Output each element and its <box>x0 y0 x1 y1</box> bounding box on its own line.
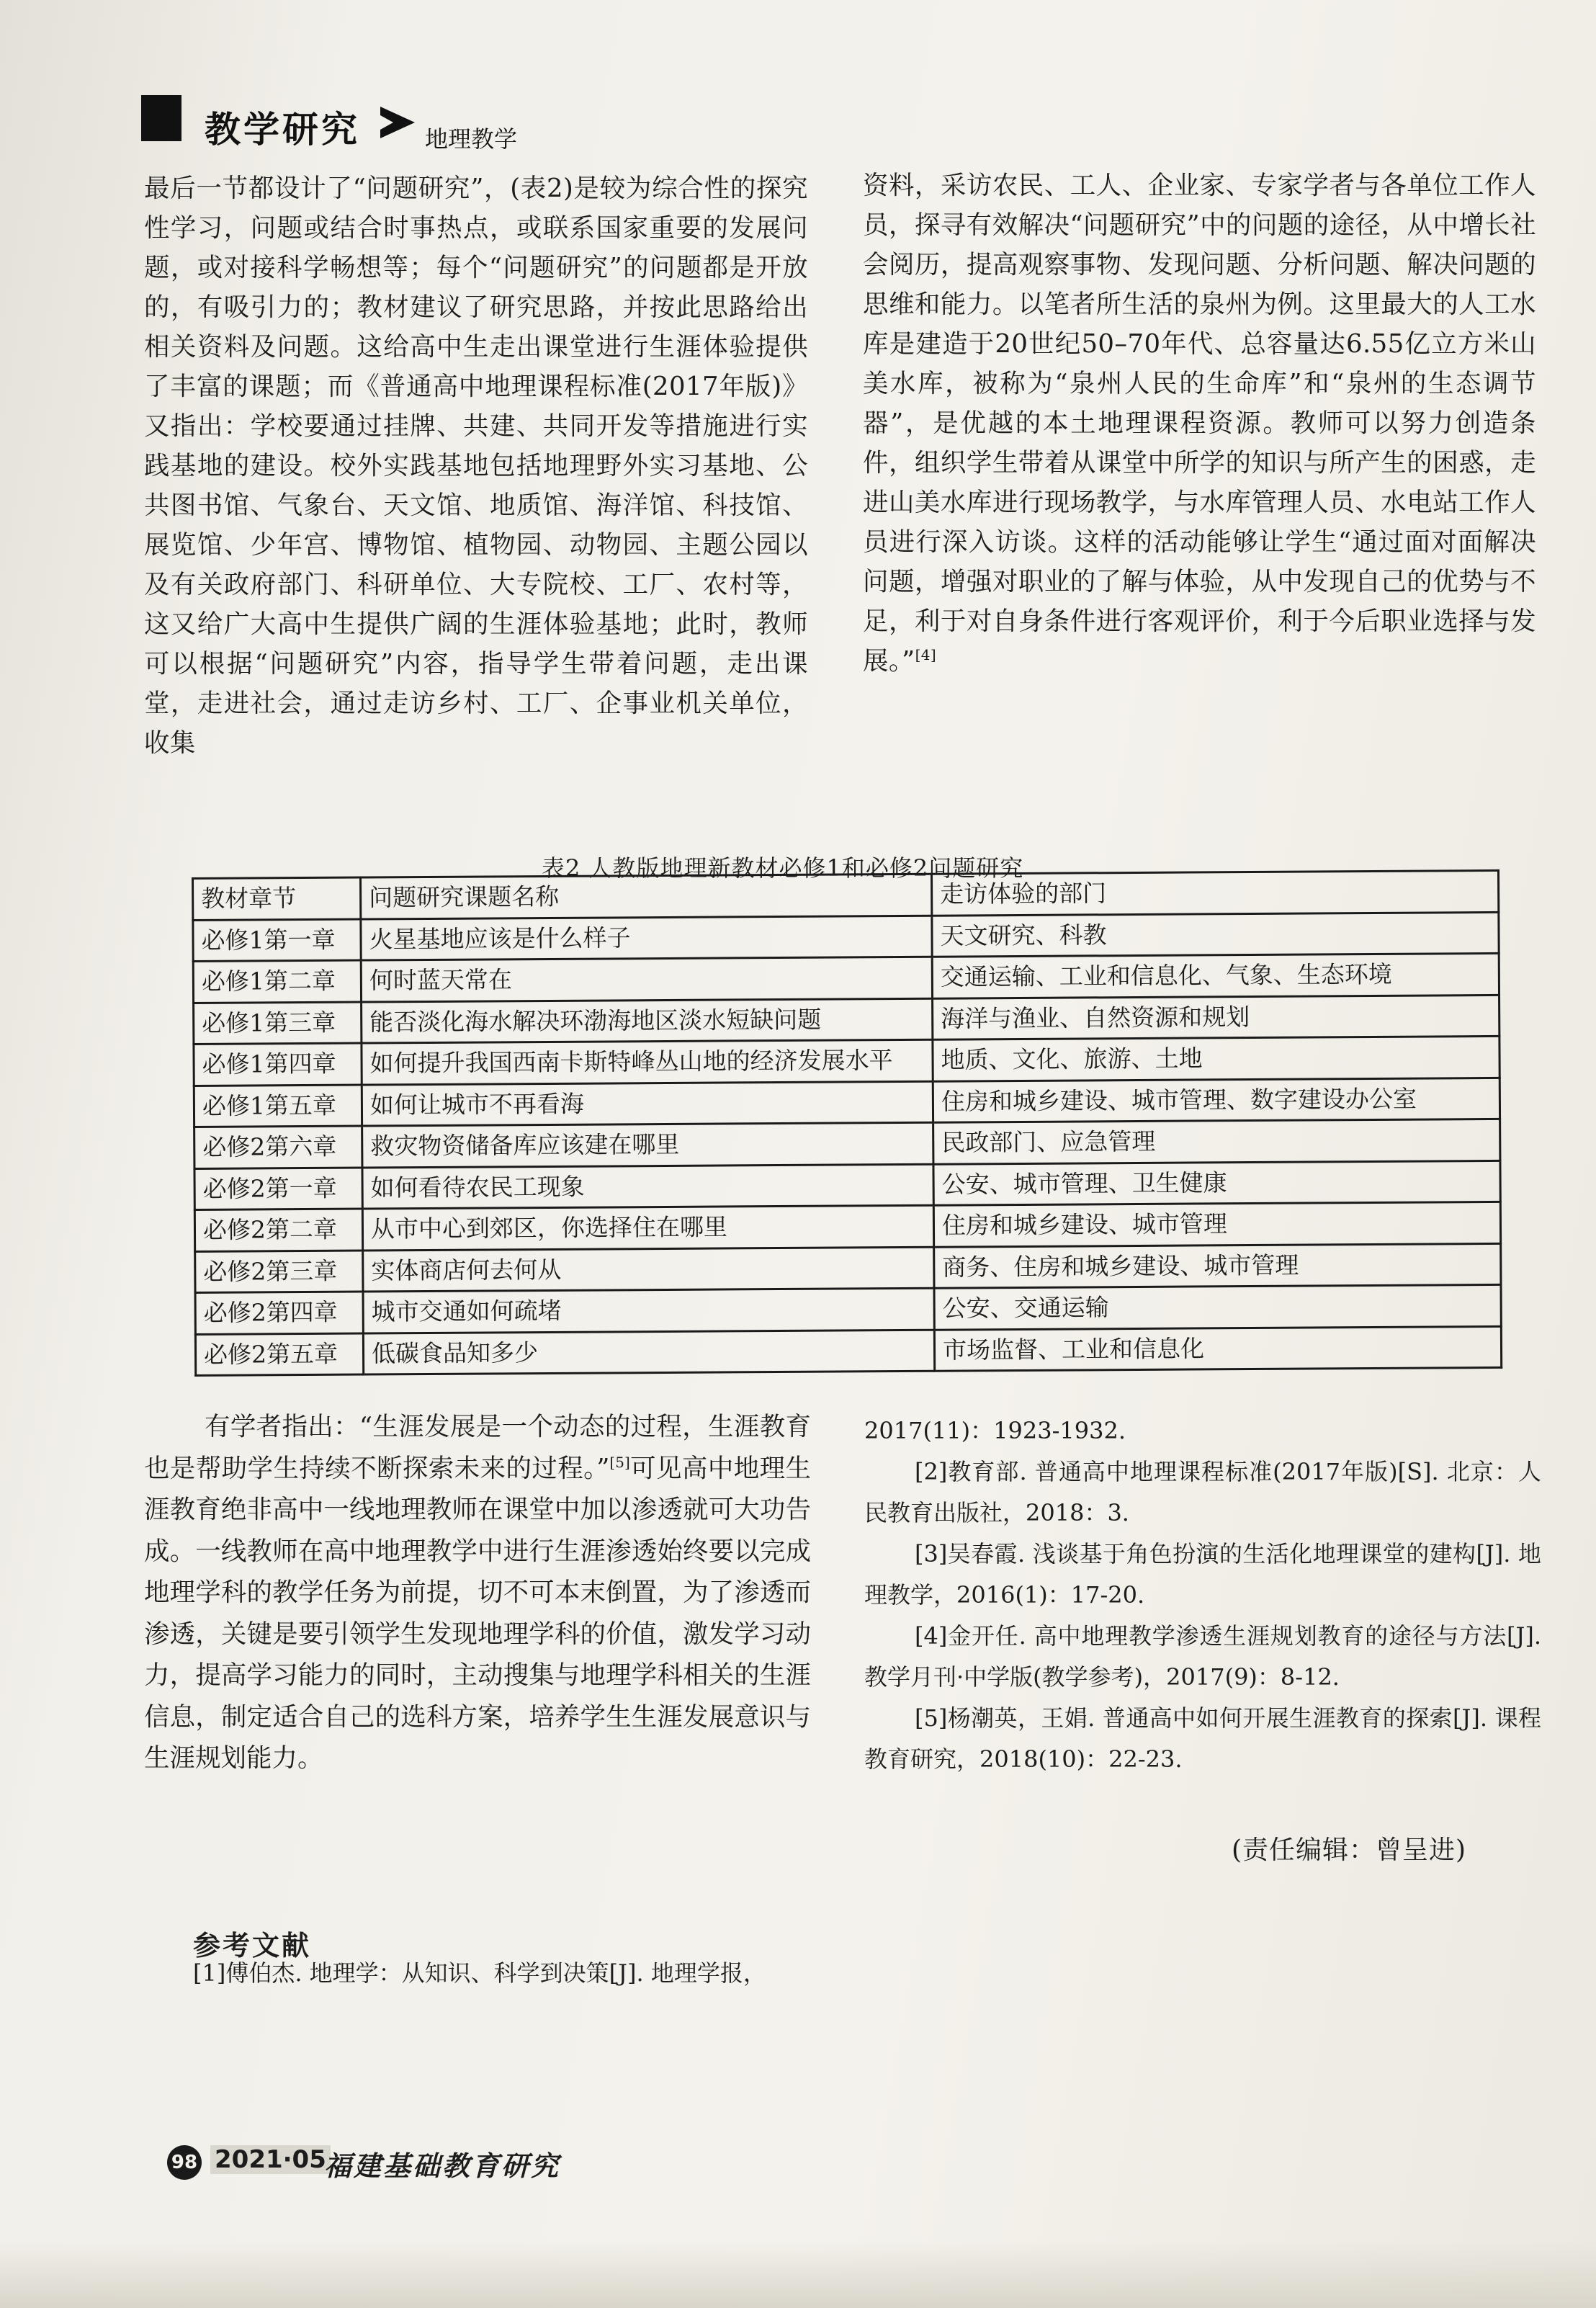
table-cell: 海洋与渔业、自然资源和规划 <box>933 995 1499 1039</box>
references-right <box>864 1410 1541 1780</box>
table-cell: 住房和城乡建设、城市管理 <box>933 1202 1500 1246</box>
citation-4: [4] <box>915 646 937 664</box>
table-header-cell: 教材章节 <box>193 877 361 920</box>
table-header-cell: 走访体验的部门 <box>931 870 1498 915</box>
reference-3: [3]吴春霞. 浅谈基于角色扮演的生活化地理课堂的建构[J]. 地理教学，2016(1)：17-20. <box>864 1540 1541 1609</box>
citation-5: [5] <box>609 1453 630 1471</box>
reference-5: [5]杨潮英，王娟. 普通高中如何开展生涯教育的探索[J]. 课程教育研究，2018(10)：22-23. <box>864 1704 1541 1773</box>
reference-4: [4]金开任. 高中地理教学渗透生涯规划教育的途径与方法[J]. 教学月刊·中学版(教学参考)，2017(9)：8-12. <box>864 1622 1541 1691</box>
table-cell: 如何提升我国西南卡斯特峰丛山地的经济发展水平 <box>362 1039 933 1084</box>
table-cell: 市场监督、工业和信息化 <box>934 1326 1501 1371</box>
table-row <box>195 1326 1501 1376</box>
table-header-cell: 问题研究课题名称 <box>361 874 932 918</box>
lower-left-column <box>144 1406 811 1779</box>
table-cell: 交通运输、工业和信息化、气象、生态环境 <box>932 953 1499 998</box>
table-cell: 公安、城市管理、卫生健康 <box>933 1160 1500 1205</box>
conclusion-text-2: 可见高中地理生涯教育绝非高中一线地理教师在课堂中加以渗透就可大功告成。一线教师在高中地理教学中进行生涯渗透始终要以完成地理学科的教学任务为前提，切不可本末倒置，为了渗透而渗透，关键是要引领学生发现地理学科的价值，激发学习动力，提高学习能力的同时，主动搜集与地理学科相关的生涯信息，制定适合自己的选科方案，培养学生生涯发展意识与生涯规划能力。 <box>144 1453 811 1773</box>
table-cell: 必修2第三章 <box>195 1251 363 1293</box>
table-cell: 必修1第五章 <box>194 1085 362 1127</box>
table-cell: 民政部门、应急管理 <box>933 1119 1500 1163</box>
table-cell: 救灾物资储备库应该建在哪里 <box>362 1122 933 1167</box>
table-cell: 必修1第三章 <box>194 1002 362 1045</box>
left-paragraph: 最后一节都设计了“问题研究”，(表2)是较为综合性的探究性学习，问题或结合时事热点，或联系国家重要的发展问题，或对接科学畅想等；每个“问题研究”的问题都是开放的，有吸引力的；教材建议了研究思路，并按此思路给出相关资料及问题。这给高中生走出课堂进行生涯体验提供了丰富的课题；而《普通高中地理课程标准(2017年版)》又指出：学校要通过挂牌、共建、共同开发等措施进行实践基地的建设。校外实践基地包括地理野外实习基地、公共图书馆、气象台、天文馆、地质馆、海洋馆、科技馆、展览馆、少年宫、博物馆、植物园、动物园、主题公园以及有关政府部门、科研单位、大专院校、工厂、农村等，这又给广大高中生提供广阔的生涯体验基地；此时，教师可以根据“问题研究”内容，指导学生带着问题，走出课堂，走进社会，通过走访乡村、工厂、企事业机关单位，收集 <box>144 174 808 758</box>
table-cell: 城市交通如何疏堵 <box>363 1288 934 1333</box>
table-caption: 表2 人教版地理新教材必修1和必修2问题研究 <box>542 854 1024 882</box>
header-black-block <box>141 95 181 141</box>
reference-1: [1]傅伯杰. 地理学：从知识、科学到决策[J]. 地理学报， <box>193 1959 766 1987</box>
table-cell: 必修2第六章 <box>194 1126 362 1168</box>
table-cell: 必修1第一章 <box>193 919 361 962</box>
conclusion-paragraph <box>144 1406 811 1779</box>
table-cell: 必修2第一章 <box>194 1168 362 1210</box>
table-cell: 从市中心到郊区，你选择住在哪里 <box>362 1205 933 1250</box>
table-cell: 低碳食品知多少 <box>363 1330 934 1374</box>
table-cell: 天文研究、科教 <box>932 912 1499 957</box>
left-column <box>144 169 808 763</box>
page-number: 98 <box>167 2145 202 2180</box>
problem-research-table <box>192 869 1502 1377</box>
table-cell: 必修1第四章 <box>194 1043 362 1086</box>
section-title: 教学研究 <box>205 109 360 151</box>
subsection-title: 地理教学 <box>425 125 518 153</box>
responsible-editor: (责任编辑：曾呈进) <box>1232 1835 1467 1865</box>
table-cell: 能否淡化海水解决环渤海地区淡水短缺问题 <box>362 998 933 1043</box>
table-cell: 公安、交通运输 <box>934 1284 1501 1329</box>
table-cell: 必修1第二章 <box>193 960 361 1003</box>
table-cell: 住房和城乡建设、城市管理、数字建设办公室 <box>933 1078 1499 1122</box>
issue-label: 2021·05 <box>210 2145 331 2174</box>
table-cell: 如何看待农民工现象 <box>362 1164 933 1209</box>
page-edge-shadow <box>0 2240 1596 2308</box>
table-cell: 必修2第二章 <box>194 1209 362 1251</box>
arrow-icon-notch <box>380 115 393 130</box>
reference-2: [2]教育部. 普通高中地理课程标准(2017年版)[S]. 北京：人民教育出版社，2018：3. <box>864 1458 1541 1526</box>
conclusion-text-1: 有学者指出：“生涯发展是一个动态的过程，生涯教育也是帮助学生持续不断探索未来的过程。” <box>144 1412 811 1483</box>
table-cell: 必修2第五章 <box>195 1333 363 1376</box>
reference-1-continued: 2017(11)：1923-1932. <box>864 1417 1126 1444</box>
table-cell: 如何让城市不再看海 <box>362 1081 933 1126</box>
table-cell: 实体商店何去何从 <box>363 1247 934 1292</box>
right-paragraph <box>863 166 1536 681</box>
table-cell: 地质、文化、旅游、土地 <box>933 1036 1499 1081</box>
journal-name: 福建基础教育研究 <box>324 2150 561 2182</box>
table-cell: 何时蓝天常在 <box>361 957 932 1001</box>
right-column <box>863 166 1536 681</box>
table-cell: 商务、住房和城乡建设、城市管理 <box>934 1243 1501 1288</box>
table-cell: 必修2第四章 <box>195 1292 363 1334</box>
references-title: 参考文献 <box>193 1930 312 1962</box>
table-cell: 火星基地应该是什么样子 <box>361 916 932 960</box>
right-paragraph-text: 资料，采访农民、工人、企业家、专家学者与各单位工作人员，探寻有效解决“问题研究”中的问题的途径，从中增长社会阅历，提高观察事物、发现问题、分析问题、解决问题的思维和能力。以笔者所生活的泉州为例。这里最大的人工水库是建造于20世纪50–70年代、总容量达6.55亿立方米山美水库，被称为“泉州人民的生命库”和“泉州的生态调节器”，是优越的本土地理课程资源。教师可以努力创造条件，组织学生带着从课堂中所学的知识与所产生的困惑，走进山美水库进行现场教学，与水库管理人员、水电站工作人员进行深入访谈。这样的活动能够让学生“通过面对面解决问题，增强对职业的了解与体验，从中发现自己的优势与不足，利于对自身条件进行客观评价，利于今后职业选择与发展。” <box>863 171 1536 676</box>
